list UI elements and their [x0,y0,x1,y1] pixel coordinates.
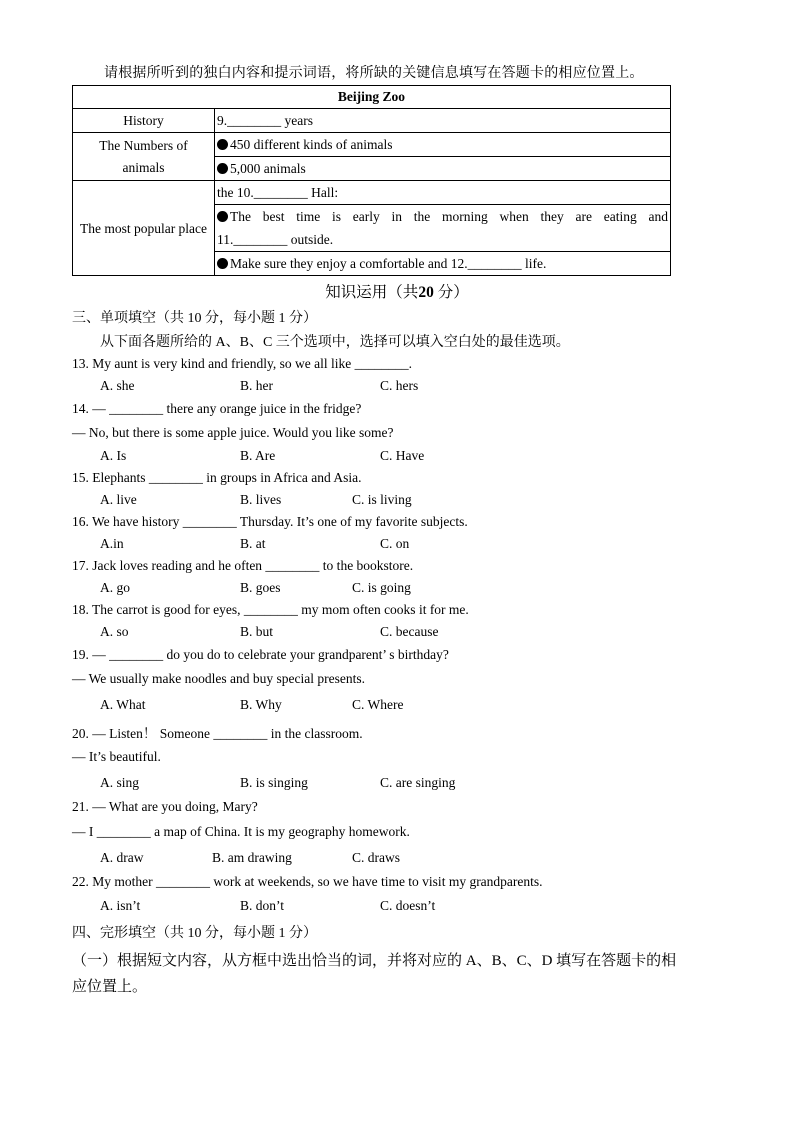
question-14-option-b: B. Are [240,448,276,463]
question-17-option-b: B. goes [240,580,281,595]
question-18-stem: 18. The carrot is good for eyes, ________ my mom often cooks it for me. [72,602,469,617]
question-19-option-b: B. Why [240,697,282,712]
bullet-icon [217,139,228,150]
history-value: 9.________ years [215,109,671,133]
question-17-stem: 17. Jack loves reading and he often ________ to the bookstore. [72,558,414,573]
numbers-total: 5,000 animals [230,161,306,176]
part3-heading: 三、单项填空（共 10 分，每小题 1 分） [72,311,317,326]
question-16-option-a: A.in [100,536,124,551]
popular-outside: 11.________ outside. [215,228,670,252]
question-19-option-a: A. What [100,697,146,712]
question-22-option-b: B. don’t [240,898,285,913]
popular-best-time: The best time is early in the morning when they are eating and [230,209,668,224]
part4-intro-line1: （一）根据短文内容，从方框中选出恰当的词，并将对应的 A、B、C、D 填写在答题卡的相 [72,953,677,969]
question-20-option-c: C. are singing [380,775,456,790]
question-19-stem: 19. — ________ do you do to celebrate your grandparent’ s birthday? [72,647,449,662]
question-18-option-a: A. so [100,624,129,639]
question-15-stem: 15. Elephants ________ in groups in Africa and Asia. [72,470,362,485]
part4-intro-line2: 应位置上。 [72,979,148,995]
question-14-option-a: A. Is [100,448,127,463]
question-17-option-a: A. go [100,580,130,595]
popular-enjoy: Make sure they enjoy a comfortable and 12.________ life. [230,256,547,271]
question-16-option-c: C. on [380,536,410,551]
question-14-stem-reply: — No, but there is some apple juice. Would you like some? [72,425,394,440]
question-17-option-c: C. is going [352,580,411,595]
numbers-value [215,133,671,181]
question-18-option-c: C. because [380,624,439,639]
bullet-icon [217,163,228,174]
question-13-option-a: A. she [100,378,135,393]
question-21-option-a: A. draw [100,850,144,865]
question-20-option-b: B. is singing [240,775,308,790]
question-19-stem-reply: — We usually make noodles and buy special presents. [72,671,365,686]
question-20-stem-reply: — It’s beautiful. [72,749,161,764]
question-14-option-c: C. Have [380,448,425,463]
bullet-icon [217,211,228,222]
question-21-option-c: C. draws [352,850,400,865]
bullet-icon [217,258,228,269]
question-15-option-b: B. lives [240,492,282,507]
popular-value [215,181,671,276]
question-21-stem: 21. — What are you doing, Mary? [72,799,258,814]
question-22-stem: 22. My mother ________ work at weekends, so we have time to visit my grandparents. [72,874,543,889]
table-title: Beijing Zoo [73,86,671,109]
question-20-stem: 20. — Listen！ Someone ________ in the classroom. [72,726,363,741]
question-21-option-b: B. am drawing [212,850,292,865]
popular-hall: the 10.________ Hall: [215,181,670,205]
beijing-zoo-table [72,85,671,276]
question-22-option-c: C. doesn’t [380,898,436,913]
section-title: 知识运用（共20 分） [325,284,469,301]
listening-instruction: 请根据所听到的独白内容和提示词语，将所缺的关键信息填写在答题卡的相应位置上。 [104,66,644,81]
question-16-option-b: B. at [240,536,266,551]
part4-heading: 四、完形填空（共 10 分，每小题 1 分） [72,926,317,941]
numbers-kinds: 450 different kinds of animals [230,137,393,152]
question-13-option-c: C. hers [380,378,419,393]
question-13-stem: 13. My aunt is very kind and friendly, so we all like ________. [72,356,412,371]
question-18-option-b: B. but [240,624,274,639]
question-22-option-a: A. isn’t [100,898,141,913]
history-label: History [73,109,215,133]
question-15-option-c: C. is living [352,492,412,507]
question-14-stem: 14. — ________ there any orange juice in the fridge? [72,401,362,416]
question-21-stem-reply: — I ________ a map of China. It is my geography homework. [72,824,410,839]
part3-intro: 从下面各题所给的 A、B、C 三个选项中，选择可以填入空白处的最佳选项。 [100,335,570,350]
question-19-option-c: C. Where [352,697,404,712]
question-16-stem: 16. We have history ________ Thursday. It’s one of my favorite subjects. [72,514,468,529]
question-20-option-a: A. sing [100,775,140,790]
numbers-label: The Numbers of animals [73,133,215,181]
question-13-option-b: B. her [240,378,273,393]
popular-label: The most popular place [73,181,215,276]
question-15-option-a: A. live [100,492,137,507]
